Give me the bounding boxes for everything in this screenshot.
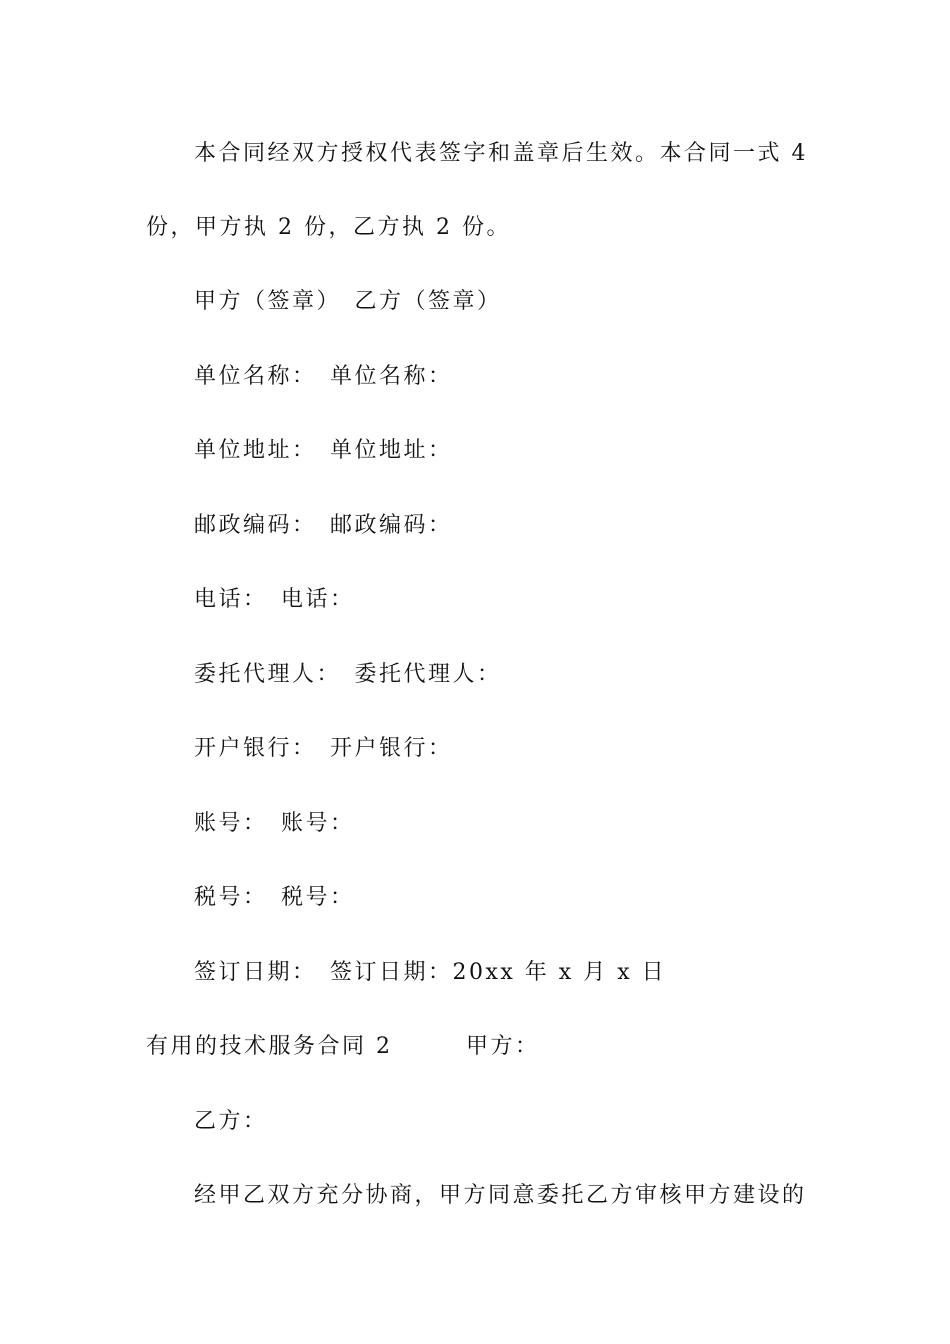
field-bank: 开户银行： 开户银行： bbox=[194, 736, 453, 761]
field-sign-date: 签订日期： 签订日期：20xx 年 x 月 x 日 bbox=[194, 960, 667, 985]
party-b-label: 乙方： bbox=[194, 1109, 268, 1134]
field-phone: 电话： 电话： bbox=[194, 587, 355, 612]
field-postal-code: 邮政编码： 邮政编码： bbox=[194, 513, 453, 538]
paragraph-copies: 份，甲方执 2 份，乙方执 2 份。 bbox=[146, 215, 511, 240]
paragraph-effectiveness: 本合同经双方授权代表签字和盖章后生效。本合同一式 4 bbox=[194, 141, 808, 166]
signature-header: 甲方（签章） 乙方（签章） bbox=[194, 289, 502, 314]
field-agent: 委托代理人： 委托代理人： bbox=[194, 662, 502, 687]
section-title-contract-2: 有用的技术服务合同 2 甲方： bbox=[146, 1034, 540, 1059]
field-account: 账号： 账号： bbox=[194, 811, 355, 836]
field-tax-id: 税号： 税号： bbox=[194, 885, 355, 910]
field-unit-name: 单位名称： 单位名称： bbox=[194, 364, 453, 389]
field-unit-address: 单位地址： 单位地址： bbox=[194, 438, 453, 463]
paragraph-negotiation: 经甲乙双方充分协商，甲方同意委托乙方审核甲方建设的 bbox=[194, 1183, 807, 1208]
